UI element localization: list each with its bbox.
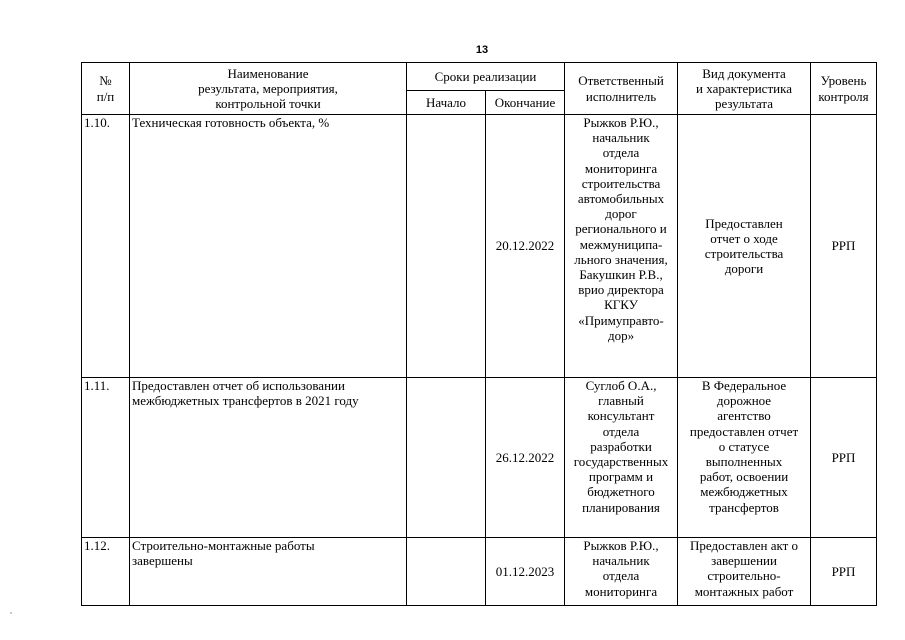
measures-table: [81, 62, 877, 606]
header-start: Начало: [407, 91, 486, 115]
row-num: 1.10.: [82, 115, 130, 378]
header-control: Уровень контроля: [811, 63, 877, 115]
row-responsible: Суглоб О.А., главный консультант отдела разработки государственных программ и бюджетного планирования: [565, 378, 678, 538]
row-responsible: Рыжков Р.Ю., начальник отдела мониторинга: [565, 538, 678, 606]
row-doc-type: В Федеральное дорожное агентство предоставлен отчет о статусе выполненных работ, освоении межбюджетных трансфертов: [678, 378, 811, 538]
table-header-row: [82, 63, 877, 91]
row-name: Предоставлен отчет об использовании межбюджетных трансфертов в 2021 году: [130, 378, 407, 538]
row-end: 20.12.2022: [486, 115, 565, 378]
row-name: Техническая готовность объекта, %: [130, 115, 407, 378]
row-control: РРП: [811, 115, 877, 378]
header-doc-type: Вид документа и характеристика результата: [678, 63, 811, 115]
row-name: Строительно-монтажные работы завершены: [130, 538, 407, 606]
header-num: № п/п: [82, 63, 130, 115]
row-doc-type: Предоставлен отчет о ходе строительства дороги: [678, 115, 811, 378]
row-start: [407, 115, 486, 378]
page-number: 13: [475, 44, 489, 56]
header-end: Окончание: [486, 91, 565, 115]
row-responsible: Рыжков Р.Ю., начальник отдела мониторинга строительства автомобильных дорог регионального и межмуниципа- льного значения, Бакушкин Р.В., врио директора КГКУ «Примуправто- дор»: [565, 115, 678, 378]
row-start: [407, 538, 486, 606]
header-terms: Сроки реализации: [407, 63, 565, 91]
table-row: [82, 538, 877, 606]
scan-speck: [10, 612, 12, 614]
header-responsible: Ответственный исполнитель: [565, 63, 678, 115]
header-name: Наименование результата, мероприятия, контрольной точки: [130, 63, 407, 115]
row-end: 01.12.2023: [486, 538, 565, 606]
row-doc-type: Предоставлен акт о завершении строительно- монтажных работ: [678, 538, 811, 606]
table-row: [82, 378, 877, 538]
row-start: [407, 378, 486, 538]
row-num: 1.11.: [82, 378, 130, 538]
row-control: РРП: [811, 538, 877, 606]
row-end: 26.12.2022: [486, 378, 565, 538]
row-control: РРП: [811, 378, 877, 538]
table-row: [82, 115, 877, 378]
row-num: 1.12.: [82, 538, 130, 606]
